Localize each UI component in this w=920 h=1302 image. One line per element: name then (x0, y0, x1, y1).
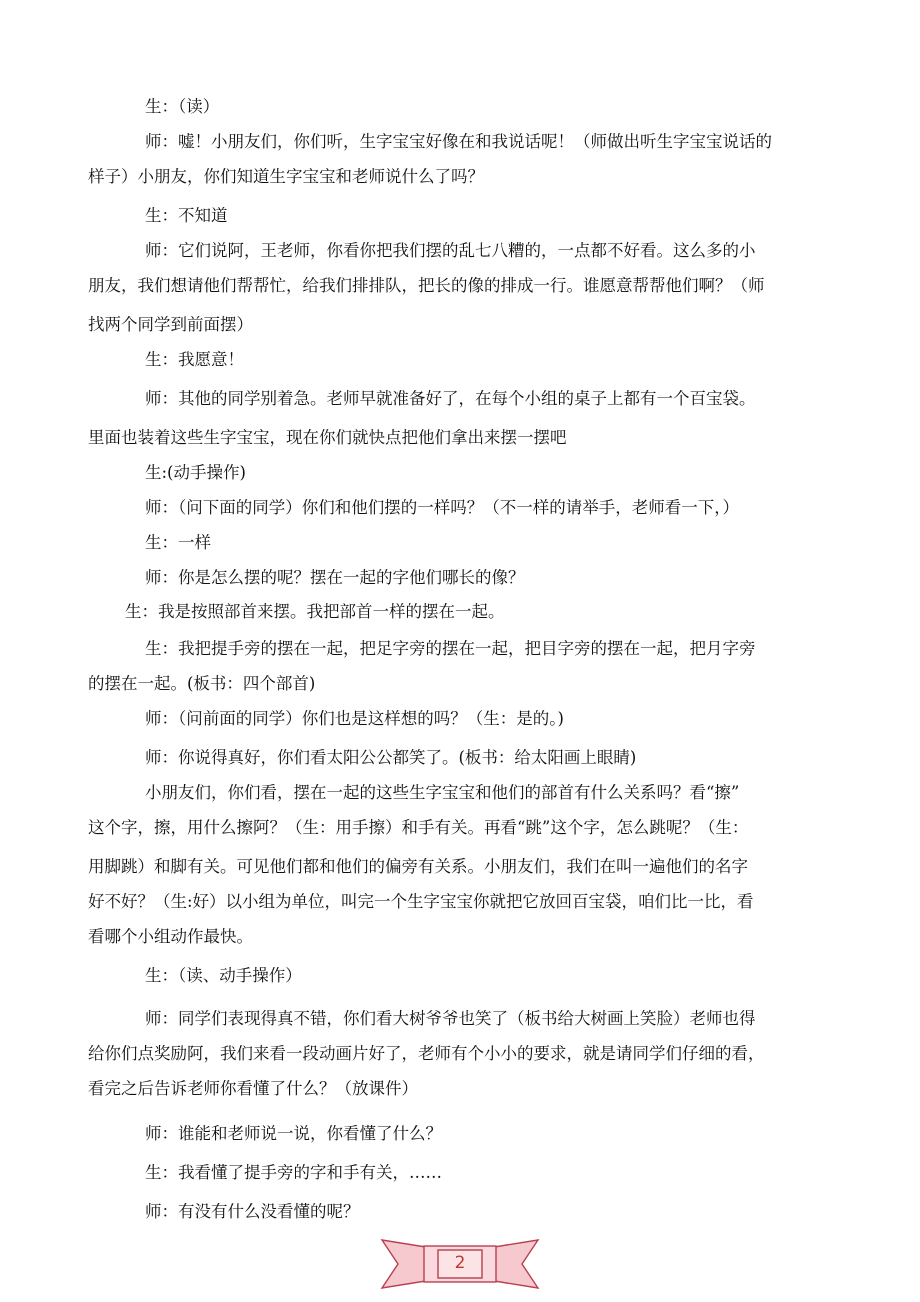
paragraph-continuation-line: 看哪个小组动作最快。 (88, 927, 253, 946)
paragraph-line: 师：（问下面的同学）你们和他们摆的一样吗？（不一样的请举手，老师看一下，） (145, 498, 739, 517)
paragraph-line: 生：（读） (145, 97, 220, 116)
paragraph-line: 生：我把提手旁的摆在一起，把足字旁的摆在一起，把目字旁的摆在一起，把月字旁 (145, 639, 756, 658)
paragraph-continuation-line: 的摆在一起。(板书：四个部首) (88, 674, 316, 693)
paragraph-line: 小朋友们，你们看，摆在一起的这些生字宝宝和他们的部首有什么关系吗？看“擦” (145, 783, 740, 802)
paragraph-line: 生：（读、动手操作） (145, 966, 302, 985)
paragraph-line: 师：你是怎么摆的呢？摆在一起的字他们哪长的像？ (145, 568, 525, 587)
page-footer-ribbon (380, 1234, 540, 1294)
paragraph-line: 生：我看懂了提手旁的字和手有关，…… (145, 1163, 442, 1182)
paragraph-continuation-line: 用脚跳）和脚有关。可见他们都和他们的偏旁有关系。小朋友们，我们在叫一遍他们的名字 (88, 857, 748, 876)
paragraph-line: 生：一样 (145, 533, 211, 552)
paragraph-line: 师：其他的同学别着急。老师早就准备好了，在每个小组的桌子上都有一个百宝袋。 (145, 389, 756, 408)
paragraph-continuation-line: 里面也装着这些生字宝宝，现在你们就快点把他们拿出来摆一摆吧 (88, 428, 567, 447)
paragraph-continuation-line: 看完之后告诉老师你看懂了什么？（放课件） (88, 1079, 418, 1098)
paragraph-line: 师：同学们表现得真不错，你们看大树爷爷也笑了（板书给大树画上笑脸）老师也得 (145, 1009, 756, 1028)
paragraph-continuation-line: 朋友，我们想请他们帮帮忙，给我们排排队，把长的像的排成一行。谁愿意帮帮他们啊？（师 (88, 276, 765, 295)
paragraph-continuation-line: 好不好？（生:好）以小组为单位，叫完一个生字宝宝你就把它放回百宝袋，咱们比一比，看 (88, 892, 754, 911)
paragraph-line: 师：（问前面的同学）你们也是这样想的吗？（生：是的。) (145, 709, 564, 728)
paragraph-line: 生：不知道 (145, 206, 228, 225)
page-number: 2 (454, 1253, 466, 1273)
paragraph-line: 师：有没有什么没看懂的呢？ (145, 1202, 360, 1221)
paragraph-continuation-line: 样子）小朋友，你们知道生字宝宝和老师说什么了吗？ (88, 167, 484, 186)
paragraph-line: 生：我愿意！ (145, 350, 244, 369)
paragraph-continuation-line: 给你们点奖励阿，我们来看一段动画片好了，老师有个小小的要求，就是请同学们仔细的看， (88, 1044, 765, 1063)
paragraph-continuation-line: 这个字，擦，用什么擦阿？（生：用手擦）和手有关。再看“跳”这个字，怎么跳呢？（生： (88, 818, 749, 837)
paragraph-line: 师：你说得真好，你们看太阳公公都笑了。(板书：给太阳画上眼睛) (145, 748, 637, 767)
paragraph-line: 生:(动手操作) (145, 463, 246, 482)
paragraph-line: 师：谁能和老师说一说，你看懂了什么？ (145, 1124, 442, 1143)
paragraph-line: 生：我是按照部首来摆。我把部首一样的摆在一起。 (125, 602, 505, 621)
paragraph-line: 师：嘘！小朋友们，你们听，生字宝宝好像在和我说话呢！（师做出听生字宝宝说话的 (145, 132, 772, 151)
paragraph-continuation-line: 找两个同学到前面摆） (88, 315, 253, 334)
paragraph-line: 师：它们说阿，王老师，你看你把我们摆的乱七八糟的，一点都不好看。这么多的小 (145, 241, 756, 260)
